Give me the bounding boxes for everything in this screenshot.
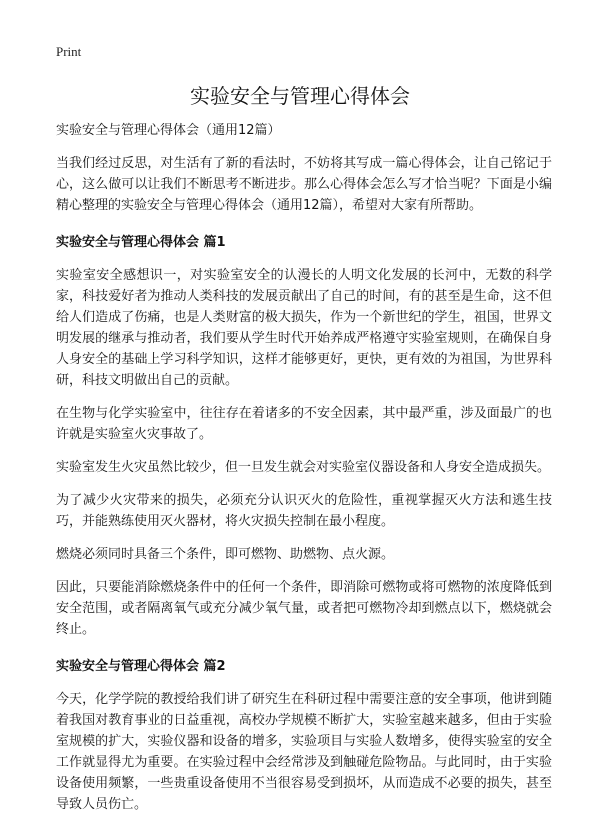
section-1-paragraph: 因此，只要能消除燃烧条件中的任何一个条件，即消除可燃物或将可燃物的浓度降低到安全范围，或者隔离氧气或充分减少氧气量，或者把可燃物冷却到燃点以下，燃烧就会终止。 (56, 580, 552, 637)
print-link[interactable]: Print (56, 44, 82, 59)
section-1-paragraph: 为了减少火灾带来的损失，必须充分认识灭火的危险性，重视掌握灭火方法和逃生技巧，并能熟练使用灭火器材，将火灾损失控制在最小程度。 (56, 493, 552, 529)
document-body (56, 120, 552, 827)
document-subtitle: 实验安全与管理心得体会（通用12篇） (56, 123, 281, 138)
section-2-paragraph: 今天，化学学院的教授给我们讲了研究生在科研过程中需要注意的安全事项，他讲到随着我国对教育事业的日益重视，高校办学规模不断扩大，实验室越来越多，但由于实验室规模的扩大，实验仪器和设备的增多，实验项目与实验人数增多，使得实验室的安全工作就显得尤为重要。在实验过程中会经常涉及到触碰危险物品。与此同时，由于实验设备使用频繁，一些贵重设备使用不当很容易受到损坏，从而造成不必要的损失，甚至导致人员伤亡。 (56, 692, 552, 812)
section-1-paragraph: 燃烧必须同时具备三个条件，即可燃物、助燃物、点火源。 (56, 547, 395, 562)
intro-paragraph: 当我们经过反思，对生活有了新的看法时，不妨将其写成一篇心得体会，让自己铭记于心，这么做可以让我们不断思考不断进步。那么心得体会怎么写才恰当呢？下面是小编精心整理的实验安全与管理心得体会（通用12篇），希望对大家有所帮助。 (56, 156, 552, 213)
section-heading-1: 实验安全与管理心得体会 篇1 (56, 235, 226, 250)
section-1-paragraph: 实验室安全感想识一，对实验室安全的认漫长的人明文化发展的长河中，无数的科学家，科技爱好者为推动人类科技的发展贡献出了自己的时间，有的甚至是生命，这不但给人们造成了伤痛，也是人类财富的极大损失，作为一个新世纪的学生，祖国，世界文明发展的继承与推动者，我们要从学生时代开始养成严格遵守实验室规则，在确保自身人身安全的基础上学习科学知识，这样才能够更好，更快，更有效的为祖国，为世界科研，科技文明做出自己的贡献。 (56, 268, 552, 388)
section-1-paragraph: 实验室发生火灾虽然比较少，但一旦发生就会对实验室仪器设备和人身安全造成损失。 (56, 460, 551, 475)
section-1-paragraph: 在生物与化学实验室中，往往存在着诸多的不安全因素，其中最严重，涉及面最广的也许就是实验室火灾事故了。 (56, 406, 552, 442)
section-heading-2: 实验安全与管理心得体会 篇2 (56, 659, 226, 674)
document-title: 实验安全与管理心得体会 (190, 84, 410, 108)
